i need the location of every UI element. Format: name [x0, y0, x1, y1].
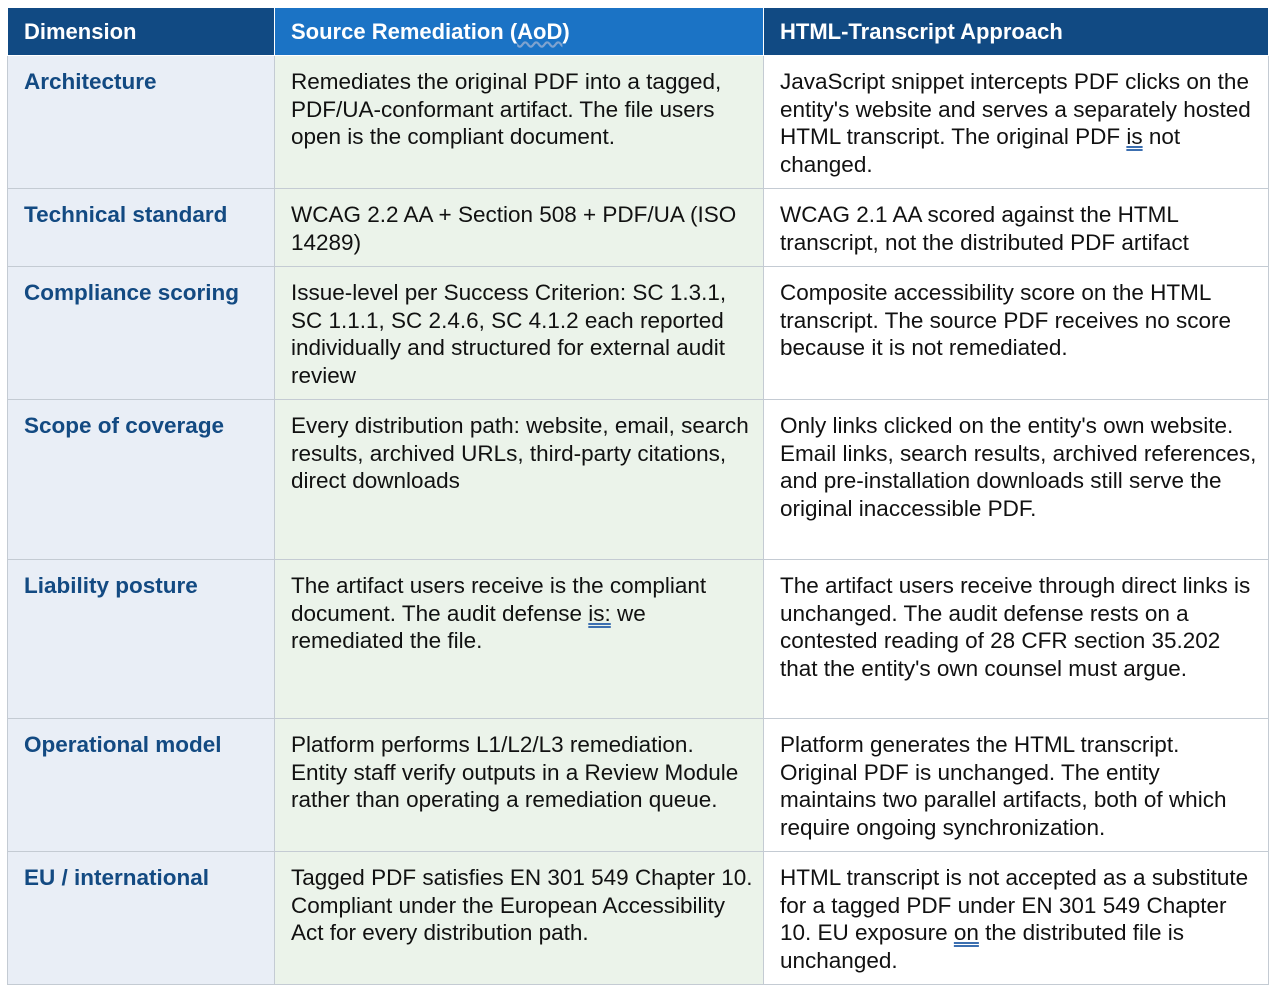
- table-row: [8, 189, 1269, 267]
- table-row: [8, 400, 1269, 560]
- table-row: [8, 56, 1269, 189]
- row-source-eu-international: Tagged PDF satisfies EN 301 549 Chapter 10. Compliant under the European Accessibility Act for every distribution path.: [275, 852, 764, 985]
- row-source-architecture: Remediates the original PDF into a tagged, PDF/UA-conformant artifact. The file users open is the compliant document.: [275, 56, 764, 189]
- header-source-remediation: [275, 8, 764, 56]
- row-dimension-eu-international: EU / international: [8, 852, 275, 985]
- header-source-suffix: ): [562, 19, 570, 44]
- header-html-transcript: HTML-Transcript Approach: [764, 8, 1269, 56]
- header-dimension: Dimension: [8, 8, 275, 56]
- row-source-operational-model: Platform performs L1/L2/L3 remediation. Entity staff verify outputs in a Review Module rather than operating a remediation queue.: [275, 719, 764, 852]
- header-row: [8, 8, 1269, 56]
- flagged-word: on: [953, 920, 979, 945]
- row-dimension-technical-standard: Technical standard: [8, 189, 275, 267]
- row-source-compliance-scoring: Issue-level per Success Criterion: SC 1.3.1, SC 1.1.1, SC 2.4.6, SC 4.1.2 each reported individually and structured for external audit review: [275, 267, 764, 400]
- row-html-eu-international: [764, 852, 1269, 985]
- row-html-technical-standard: WCAG 2.1 AA scored against the HTML transcript, not the distributed PDF artifact: [764, 189, 1269, 267]
- row-dimension-compliance-scoring: Compliance scoring: [8, 267, 275, 400]
- row-dimension-scope-of-coverage: Scope of coverage: [8, 400, 275, 560]
- row-source-text: we remediated the file.: [291, 600, 646, 653]
- comparison-table: [7, 7, 1269, 985]
- row-dimension-operational-model: Operational model: [8, 719, 275, 852]
- header-source-prefix: Source Remediation (: [291, 19, 518, 44]
- flagged-word: is: [1126, 124, 1143, 149]
- table-row: [8, 719, 1269, 852]
- row-html-scope-of-coverage: Only links clicked on the entity's own website. Email links, search results, archived references, and pre-installation downloads still serve the original inaccessible PDF.: [764, 400, 1269, 560]
- row-source-liability-posture: [275, 560, 764, 719]
- row-html-text: HTML transcript is not accepted as a substitute for a tagged PDF under EN 301 549 Chapter 10. EU exposure: [780, 865, 1249, 945]
- table-body: [8, 56, 1269, 985]
- row-html-compliance-scoring: Composite accessibility score on the HTML transcript. The source PDF receives no score because it is not remediated.: [764, 267, 1269, 400]
- header-source-flag: AoD: [517, 19, 563, 44]
- row-source-technical-standard: WCAG 2.2 AA + Section 508 + PDF/UA (ISO 14289): [275, 189, 764, 267]
- flagged-word: is:: [588, 600, 611, 626]
- row-dimension-liability-posture: Liability posture: [8, 560, 275, 719]
- row-html-text: the distributed file is unchanged.: [780, 920, 1184, 973]
- row-html-text: JavaScript snippet intercepts PDF clicks on the entity's website and serves a separately hosted HTML transcript. The original PDF: [780, 69, 1251, 149]
- row-html-operational-model: Platform generates the HTML transcript. Original PDF is unchanged. The entity maintains two parallel artifacts, both of which require ongoing synchronization.: [764, 719, 1269, 852]
- row-source-text: The artifact users receive is the compliant document. The audit defense: [291, 573, 707, 626]
- row-dimension-architecture: Architecture: [8, 56, 275, 189]
- row-html-liability-posture: The artifact users receive through direct links is unchanged. The audit defense rests on a contested reading of 28 CFR section 35.202 that the entity's own counsel must argue.: [764, 560, 1269, 719]
- table-row: [8, 267, 1269, 400]
- table-header: [8, 8, 1269, 56]
- row-html-architecture: [764, 56, 1269, 189]
- row-html-text: not changed.: [780, 124, 1181, 177]
- table-row: [8, 852, 1269, 985]
- row-source-scope-of-coverage: Every distribution path: website, email, search results, archived URLs, third-party citations, direct downloads: [275, 400, 764, 560]
- table-row: [8, 560, 1269, 719]
